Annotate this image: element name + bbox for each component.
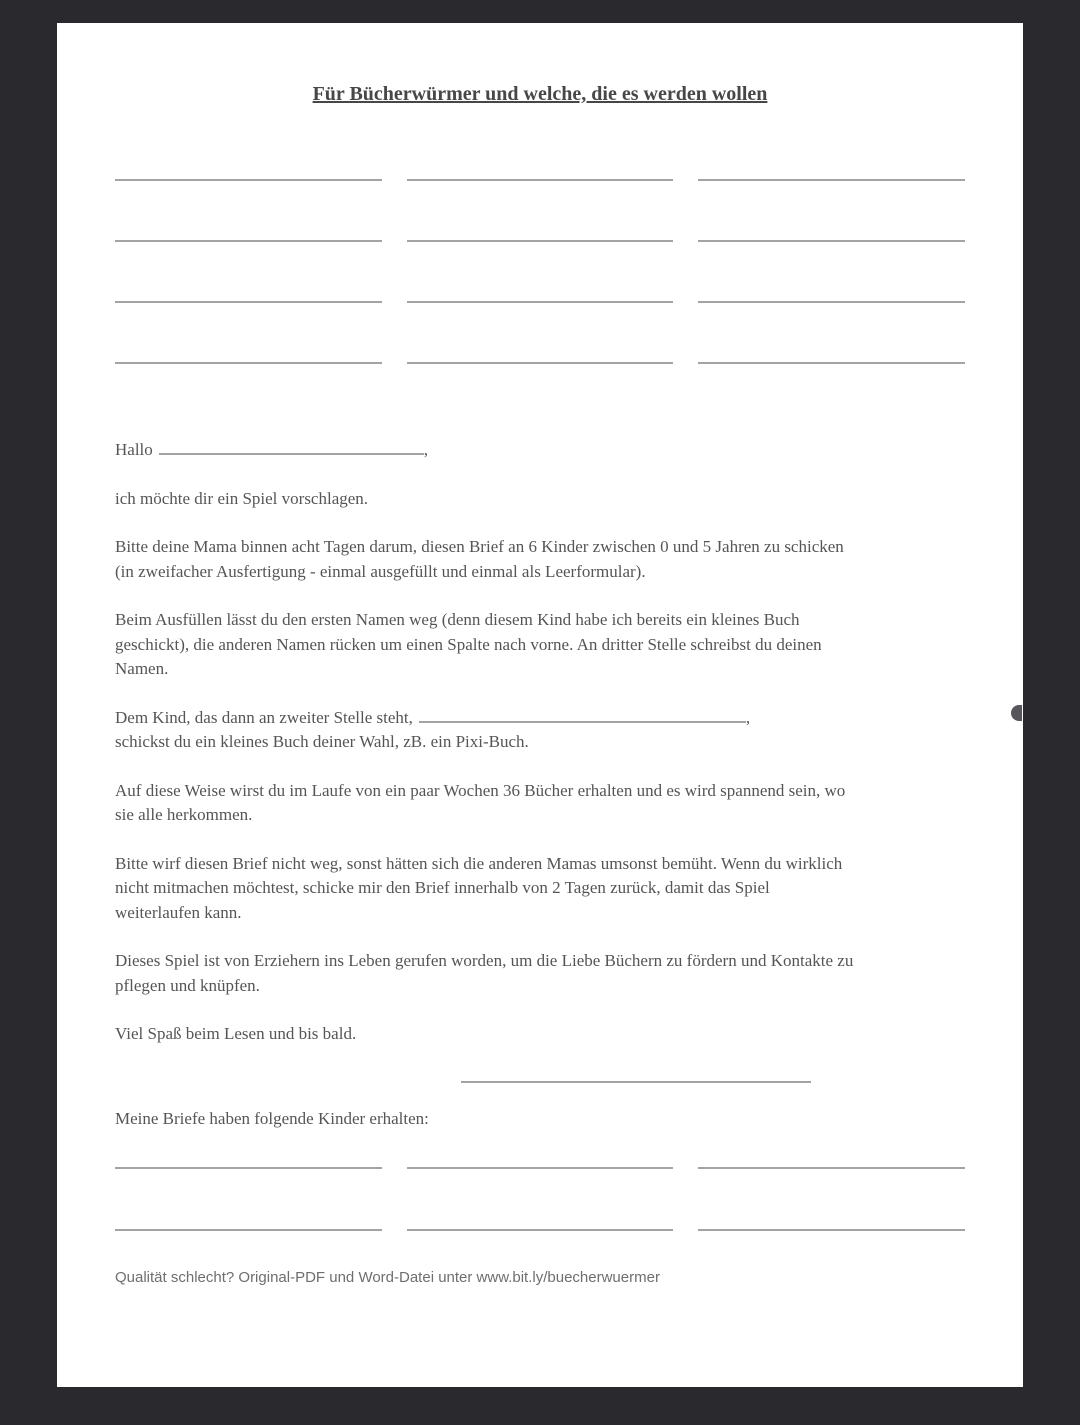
name-blank-line <box>115 303 382 364</box>
page-edge-handle[interactable] <box>1011 705 1022 721</box>
second-child-line2: schickst du ein kleines Buch deiner Wahl, zB. ein Pixi-Buch. <box>115 732 529 751</box>
received-blank-line <box>115 1131 382 1169</box>
paragraph-origin-line2: pflegen und knüpfen. <box>115 975 260 995</box>
name-blank-line <box>407 108 674 181</box>
name-blank-line <box>407 303 674 364</box>
name-blank-line <box>115 242 382 303</box>
signature-blank-line <box>461 1081 811 1083</box>
second-child-text: Dem Kind, das dann an zweiter Stelle steht, <box>115 707 413 727</box>
name-blank-line <box>115 181 382 242</box>
name-blank-line <box>698 303 965 364</box>
paragraph-instructions <box>115 608 965 682</box>
paragraph-reward <box>115 779 965 828</box>
paragraph-plea-line3: weiterlaufen kann. <box>115 902 242 922</box>
name-blank-line <box>407 242 674 303</box>
paragraph-instructions-line1: Beim Ausfüllen lässt du den ersten Namen weg (denn diesem Kind habe ich bereits ein kleines Buch <box>115 610 800 629</box>
paragraph-plea-line1: Bitte wirf diesen Brief nicht weg, sonst hätten sich die anderen Mamas umsonst bemüht. Wenn du wirklich <box>115 853 843 873</box>
paragraph-second-child <box>115 706 965 755</box>
received-grid <box>115 1131 965 1231</box>
second-child-name-blank <box>419 706 746 723</box>
received-grid-row <box>115 1131 965 1169</box>
received-blank-line <box>698 1169 965 1231</box>
letter-body <box>115 438 965 1288</box>
received-blank-line <box>407 1169 674 1231</box>
received-blank-line <box>115 1169 382 1231</box>
name-grid-row <box>115 108 965 181</box>
paragraph-closing: Viel Spaß beim Lesen und bis bald. <box>115 1024 357 1043</box>
paragraph-reward-line1: Auf diese Weise wirst du im Laufe von ein paar Wochen 36 Bücher erhalten und es wird spannend sein, wo <box>115 780 846 800</box>
paragraph-origin <box>115 949 965 998</box>
second-child-comma: , <box>745 707 751 727</box>
name-grid-row <box>115 181 965 242</box>
paragraph-origin-line1: Dieses Spiel ist von Erziehern ins Leben gerufen worden, um die Liebe Büchern zu fördern und Kontakte zu <box>115 951 854 970</box>
name-grid-row <box>115 303 965 364</box>
name-grid-row <box>115 242 965 303</box>
name-blank-line <box>115 108 382 181</box>
name-grid <box>115 108 965 364</box>
footer-note: Qualität schlecht? Original-PDF und Word-Datei unter www.bit.ly/buecherwuermer <box>115 1269 660 1286</box>
name-blank-line <box>698 242 965 303</box>
paragraph-request-line1: Bitte deine Mama binnen acht Tagen darum, diesen Brief an 6 Kinder zwischen 0 und 5 Jahren zu schicken <box>115 537 844 556</box>
name-blank-line <box>698 181 965 242</box>
paragraph-plea <box>115 852 965 926</box>
paragraph-request-line2: (in zweifacher Ausfertigung - einmal ausgefüllt und einmal als Leerformular). <box>115 561 646 581</box>
paragraph-instructions-line2: geschickt), die anderen Namen rücken um einen Spalte nach vorne. An dritter Stelle schreibst du deinen <box>115 634 822 654</box>
paragraph-reward-line2: sie alle herkommen. <box>115 805 253 824</box>
paragraph-intro: ich möchte dir ein Spiel vorschlagen. <box>115 488 369 508</box>
name-blank-line <box>407 181 674 242</box>
received-blank-line <box>698 1131 965 1169</box>
greeting-prefix: Hallo <box>115 440 153 459</box>
paragraph-request <box>115 535 965 584</box>
paragraph-plea-line2: nicht mitmachen möchtest, schicke mir den Brief innerhalb von 2 Tagen zurück, damit das Spiel <box>115 878 770 897</box>
document-page <box>57 23 1023 1387</box>
greeting-line <box>115 438 965 463</box>
greeting-comma: , <box>423 440 429 459</box>
received-blank-line <box>407 1131 674 1169</box>
paragraph-instructions-line3: Namen. <box>115 659 169 678</box>
recipients-heading: Meine Briefe haben folgende Kinder erhalten: <box>115 1108 429 1128</box>
received-grid-row <box>115 1169 965 1231</box>
greeting-name-blank <box>159 438 424 455</box>
page-title: Für Bücherwürmer und welche, die es werden wollen <box>312 83 768 105</box>
name-blank-line <box>698 108 965 181</box>
